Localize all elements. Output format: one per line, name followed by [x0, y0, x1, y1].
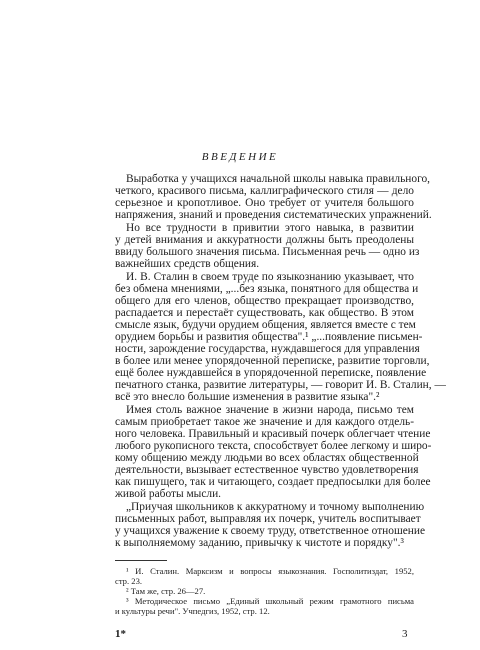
- text-line: любого рукописного текста, способствует более легкому и широ-: [115, 440, 432, 452]
- text-line: напряжения, знаний и проведения систематических упражнений.: [115, 209, 432, 221]
- text-line: деятельности, вызывает естественное чувство удовлетворения: [115, 464, 419, 476]
- text-line: кому общению между людьми во всех областях общественной: [115, 452, 419, 464]
- text-line: четкого, красивого письма, каллиграфического стиля — дело: [115, 185, 414, 197]
- text-line: ности, зарождение государства, нуждавшегося для управления: [115, 343, 420, 355]
- footnote-line: ¹ И. Сталин. Марксизм и вопросы языкознания. Госполитиздат, 1952,: [126, 566, 414, 576]
- text-line: в более или менее упорядоченной переписке, развитие торговли,: [115, 355, 430, 367]
- page-number: 3: [402, 628, 408, 640]
- section-heading: ВВЕДЕНИЕ: [201, 151, 279, 163]
- text-line: Выработка у учащихся начальной школы навыка правильного,: [126, 173, 431, 185]
- footnote-line: ² Там же, стр. 26—27.: [126, 586, 206, 596]
- text-line: к выполняемому заданию, привычку к чистоте и порядку".³: [115, 537, 404, 549]
- signature-mark: 1*: [115, 628, 126, 640]
- text-line: орудием борьбы и развития общества".¹ „...появление письмен-: [115, 331, 423, 343]
- text-line: И. В. Сталин в своем труде по языкознанию указывает, что: [126, 271, 414, 283]
- text-line: как пишущего, так и читающего, создает предпосылки для более: [115, 476, 431, 488]
- footnote-line: ³ Методическое письмо „Единый школьный режим грамотного письма: [126, 596, 414, 606]
- text-line: „Приучая школьников к аккуратному и точному выполнению: [126, 501, 425, 513]
- text-line: у учащихся уважение к своему труду, ответственное отношение: [115, 525, 426, 537]
- footnote-divider: [115, 560, 167, 561]
- text-line: ввиду большого значения письма. Письменная речь — одно из: [115, 246, 420, 258]
- text-line: всё это внесло большие изменения в развитие языка".²: [115, 391, 380, 403]
- text-line: общего для его членов, общество прекращает производство,: [115, 295, 414, 307]
- text-line: смысле язык, будучи орудием общения, является вместе с тем: [115, 319, 416, 331]
- text-line: серьезное и кропотливое. Оно требует от учителя большого: [115, 197, 414, 209]
- text-line: живой работы мысли.: [115, 488, 222, 500]
- text-line: печатного станка, развитие литературы, — говорит И. В. Сталин, —: [115, 379, 446, 391]
- text-line: Имея столь важное значение в жизни народа, письмо тем: [126, 404, 414, 416]
- text-line: у детей внимания и аккуратности должны быть преодолены: [115, 234, 414, 246]
- text-line: Но все трудности в привитии этого навыка, в развитии: [126, 222, 414, 234]
- text-line: письменных работ, выправляя их почерк, учитель воспитывает: [115, 513, 421, 525]
- text-line: важнейших средств общения.: [115, 258, 260, 270]
- footnote-line: и культуры речи". Учпедгиз, 1952, стр. 12.: [115, 606, 270, 616]
- text-line: самым приобретает такое же значение и для каждого отдель-: [115, 416, 414, 428]
- text-line: ного человека. Правильный и красивый почерк облегчает чтение: [115, 428, 431, 440]
- text-line: без обмена мнениями, „...без языка, понятного для общества и: [115, 283, 419, 295]
- text-line: распадается и перестаёт существовать, как общество. В этом: [115, 307, 414, 319]
- text-line: ещё более нуждавшейся в упорядоченной переписке, появление: [115, 367, 427, 379]
- footnote-line: стр. 23.: [115, 576, 143, 586]
